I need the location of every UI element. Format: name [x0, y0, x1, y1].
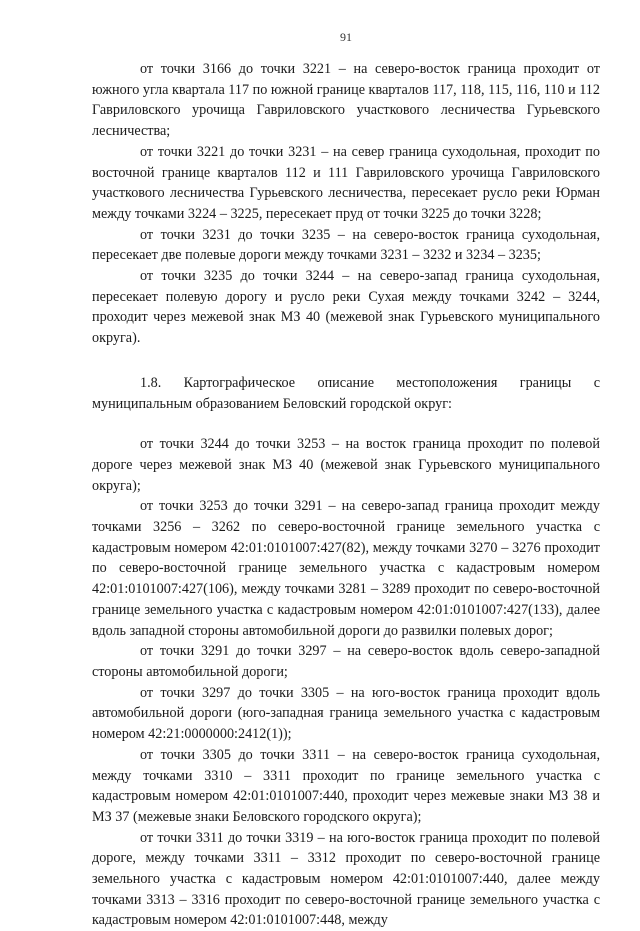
paragraph: от точки 3221 до точки 3231 – на север граница суходольная, проходит по восточной границе кварталов 112 и 111 Гавриловского урочища Гавриловского участкового лесничества Гурьевского лесничества, пересекает русло реки Юрман между точками 3224 – 3225, пересекает пруд от точки 3225 до точки 3228; — [92, 143, 600, 222]
section-a — [92, 59, 600, 349]
paragraph: от точки 3305 до точки 3311 – на северо-восток граница суходольная, между точками 3310 – 3311 проходит по границе земельного участка с кадастровым номером 42:01:0101007:440, проходит через межевые знаки МЗ 38 и МЗ 37 (межевые знаки Беловского городского округа); — [92, 746, 600, 825]
paragraph: от точки 3244 до точки 3253 – на восток граница проходит по полевой дороге через межевой знак МЗ 40 (межевой знак Гурьевского муниципального округа); — [92, 436, 600, 494]
paragraph: от точки 3235 до точки 3244 – на северо-запад граница суходольная, пересекает полевую дорогу и русло реки Сухая между точками 3242 – 3244, проходит через межевой знак МЗ 40 (межевой знак Гурьевского муниципального округа). — [92, 268, 600, 347]
paragraph: от точки 3231 до точки 3235 – на северо-восток граница суходольная, пересекает две полевые дороги между точками 3231 – 3232 и 3234 – 3235; — [92, 226, 600, 264]
paragraph: от точки 3166 до точки 3221 – на северо-восток граница проходит от южного угла квартала 117 по южной границе кварталов 117, 118, 115, 116, 110 и 112 Гавриловского урочища Гавриловского участкового лесничества Гурьевского лесничества; — [92, 61, 600, 140]
paragraph: от точки 3297 до точки 3305 – на юго-восток граница проходит вдоль автомобильной дороги (юго-западная граница земельного участка с кадастровым номером 42:21:0000000:2412(1)); — [92, 684, 600, 743]
paragraph: от точки 3291 до точки 3297 – на северо-восток вдоль северо-западной стороны автомобильной дороги; — [92, 643, 600, 680]
section-b — [92, 434, 600, 931]
spacer — [92, 349, 600, 373]
paragraph: от точки 3311 до точки 3319 – на юго-восток граница проходит по полевой дороге, между точками 3311 – 3312 проходит по северо-восточной границе земельного участка с кадастровым номером 42:01:0101007:440, далее между точками 3313 – 3316 проходит по северо-восточной границе земельного участка с кадастровым номером 42:01:0101007:448, между — [92, 829, 600, 929]
spacer — [92, 414, 600, 434]
paragraph: от точки 3253 до точки 3291 – на северо-запад граница проходит между точками 3256 – 3262 по северо-восточной границе земельного участка с кадастровым номером 42:01:0101007:427(82), между точками 3270 – 3276 проходит по северо-восточной границе земельного участка с кадастровым номером 42:01:0101007:427(106), между точками 3281 – 3289 проходит по северо-восточной границе земельного участка с кадастровым номером 42:01:0101007:427(133), далее вдоль западной стороны автомобильной дороги до развилки полевых дорог; — [92, 498, 600, 639]
section-heading: 1.8. Картографическое описание местоположения границы с муниципальным образованием Беловский городской округ: — [92, 374, 600, 412]
document-page — [92, 30, 600, 931]
page-number: 91 — [340, 30, 352, 44]
